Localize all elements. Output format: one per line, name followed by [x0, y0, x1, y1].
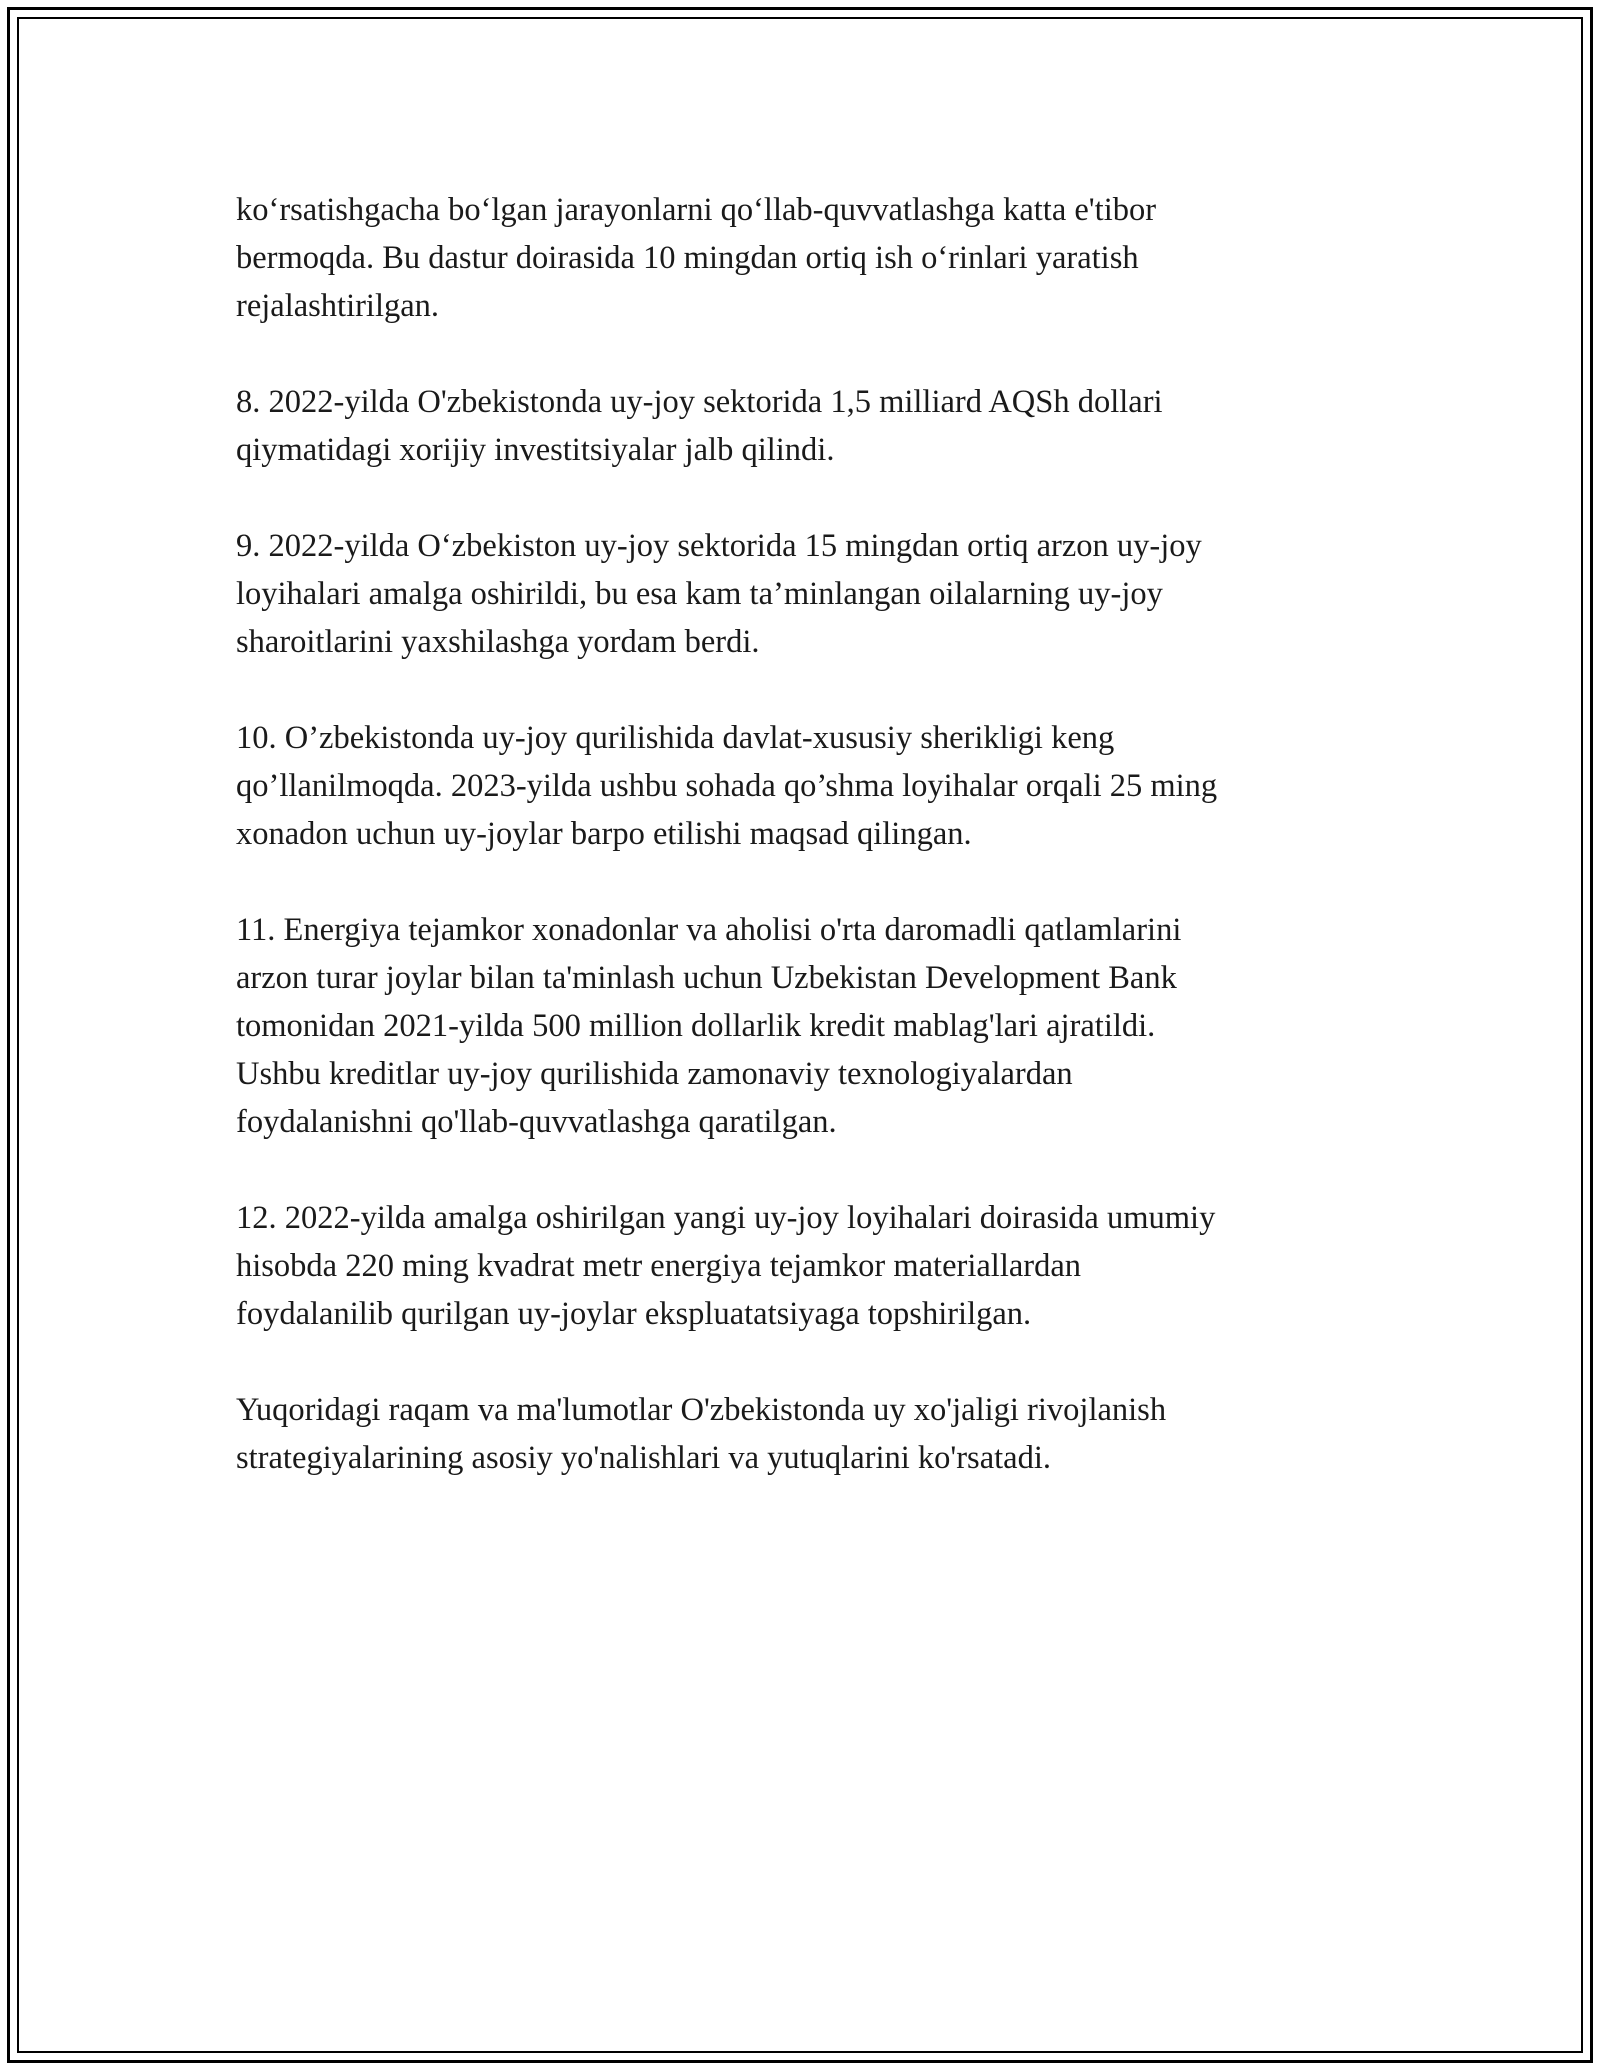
paragraph-item-9: 9. 2022-yilda O‘zbekiston uy-joy sektorida 15 mingdan ortiq arzon uy-joy loyihalari amalga oshirildi, bu esa kam ta’minlangan oilalarning uy-joy sharoitlarini yaxshilashga yordam berdi.	[236, 528, 1202, 660]
paragraph-conclusion: Yuqoridagi raqam va ma'lumotlar O'zbekistonda uy xo'jaligi rivojlanish strategiyalarining asosiy yo'nalishlari va yutuqlarini ko'rsatadi.	[236, 1392, 1167, 1476]
paragraph-item-10: 10. O’zbekistonda uy-joy qurilishida davlat-xususiy sherikligi keng qo’llanilmoqda. 2023-yilda ushbu sohada qo’shma loyihalar orqali 25 ming xonadon uchun uy-joylar barpo etilishi maqsad qilingan.	[236, 720, 1218, 852]
paragraph-item-11: 11. Energiya tejamkor xonadonlar va aholisi o'rta daromadli qatlamlarini arzon turar joylar bilan ta'minlash uchun Uzbekistan Development Bank tomonidan 2021-yilda 500 million dollarlik kredit mablag'lari ajratildi. Ushbu kreditlar uy-joy qurilishida zamonaviy texnologiyalardan foydalanishni qo'llab-quvvatlashga qaratilgan.	[236, 912, 1182, 1140]
document-body	[236, 186, 1366, 1530]
paragraph-item-8: 8. 2022-yilda O'zbekistonda uy-joy sektorida 1,5 milliard AQSh dollari qiymatidagi xorijiy investitsiyalar jalb qilindi.	[236, 384, 1163, 468]
paragraph-continuation: ko‘rsatishgacha bo‘lgan jarayonlarni qo‘llab-quvvatlashga katta e'tibor bermoqda. Bu dastur doirasida 10 mingdan ortiq ish o‘rinlari yaratish rejalashtirilgan.	[236, 192, 1157, 324]
paragraph-item-12: 12. 2022-yilda amalga oshirilgan yangi uy-joy loyihalari doirasida umumiy hisobda 220 ming kvadrat metr energiya tejamkor materiallardan foydalanilib qurilgan uy-joylar ekspluatatsiyaga topshirilgan.	[236, 1200, 1216, 1332]
